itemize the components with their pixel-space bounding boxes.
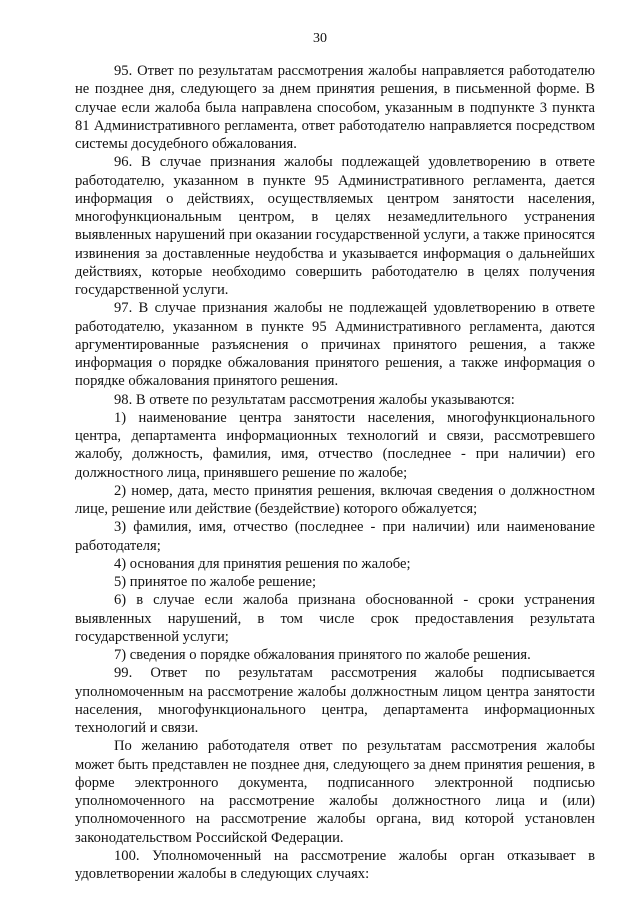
paragraph-99: 99. Ответ по результатам рассмотрения жалобы подписывается уполномоченным на рассмотрение жалобы должностным лицом центра занятости населения, многофункционального центра, департамента информационных технологий и связи. [75, 665, 595, 736]
list-item-4: 4) основания для принятия решения по жалобе; [114, 555, 411, 572]
list-item-5: 5) принятое по жалобе решение; [114, 574, 317, 590]
paragraph-96: 96. В случае признания жалобы подлежащей удовлетворению в ответе работодателю, указанном в пункте 95 Административного регламента, дается информация о действиях, осуществляемых центром занятости населения, многофункциональным центром, в целях незамедлительного устранения выявленных нарушений при оказании государственной услуги, а также приносятся извинения за доставленные неудобства и указывается информация о дальнейших действиях, которые необходимо совершить работодателю в целях получения государственной услуги. [75, 154, 595, 298]
list-item-6: 6) в случае если жалоба признана обоснованной - сроки устранения выявленных нарушений, в том числе срок предоставления результата государственной услуги; [75, 592, 595, 645]
paragraph-98-intro: 98. В ответе по результатам рассмотрения жалобы указываются: [114, 391, 515, 408]
paragraph-99-continued: По желанию работодателя ответ по результатам рассмотрения жалобы может быть представлен не позднее дня, следующего за днем принятия решения, в форме электронного документа, подписанного электронной подписью уполномоченного на рассмотрение жалобы должностного лица и (или) уполномоченного на рассмотрение жалобы органа, вид которой установлен законодательством Российской Федерации. [75, 738, 595, 846]
list-item-1: 1) наименование центра занятости населения, многофункционального центра, департамента информационных технологий и связи, рассмотревшего жалобу, должность, фамилия, имя, отчество (последнее - при наличии) его должностного лица, принявшего решение по жалобе; [75, 409, 595, 481]
paragraph-100: 100. Уполномоченный на рассмотрение жалобы орган отказывает в удовлетворении жалобы в следующих случаях: [75, 847, 595, 882]
paragraph-97: 97. В случае признания жалобы не подлежащей удовлетворению в ответе работодателю, указанном в пункте 95 Административного регламента, даются аргументированные разъяснения о причинах принятого решения, а также информация о порядке обжалования принятого решения, а также информация о порядке обжалования принятого решения. [75, 300, 595, 390]
paragraph-95: 95. Ответ по результатам рассмотрения жалобы направляется работодателю не позднее дня, следующего за днем принятия решения, в письменной форме. В случае если жалоба была направлена способом, указанным в подпункте 3 пункта 81 Административного регламента, ответ работодателю направляется посредством системы досудебного обжалования. [75, 63, 595, 152]
list-item-2: 2) номер, дата, место принятия решения, включая сведения о должностном лице, решение или действие (бездействие) которого обжалуется; [75, 482, 595, 517]
document-body [75, 62, 595, 883]
page-number: 30 [313, 31, 327, 46]
list-item-7: 7) сведения о порядке обжалования принятого по жалобе решения. [114, 647, 531, 663]
list-item-3: 3) фамилия, имя, отчество (последнее - при наличии) или наименование работодателя; [75, 519, 595, 554]
